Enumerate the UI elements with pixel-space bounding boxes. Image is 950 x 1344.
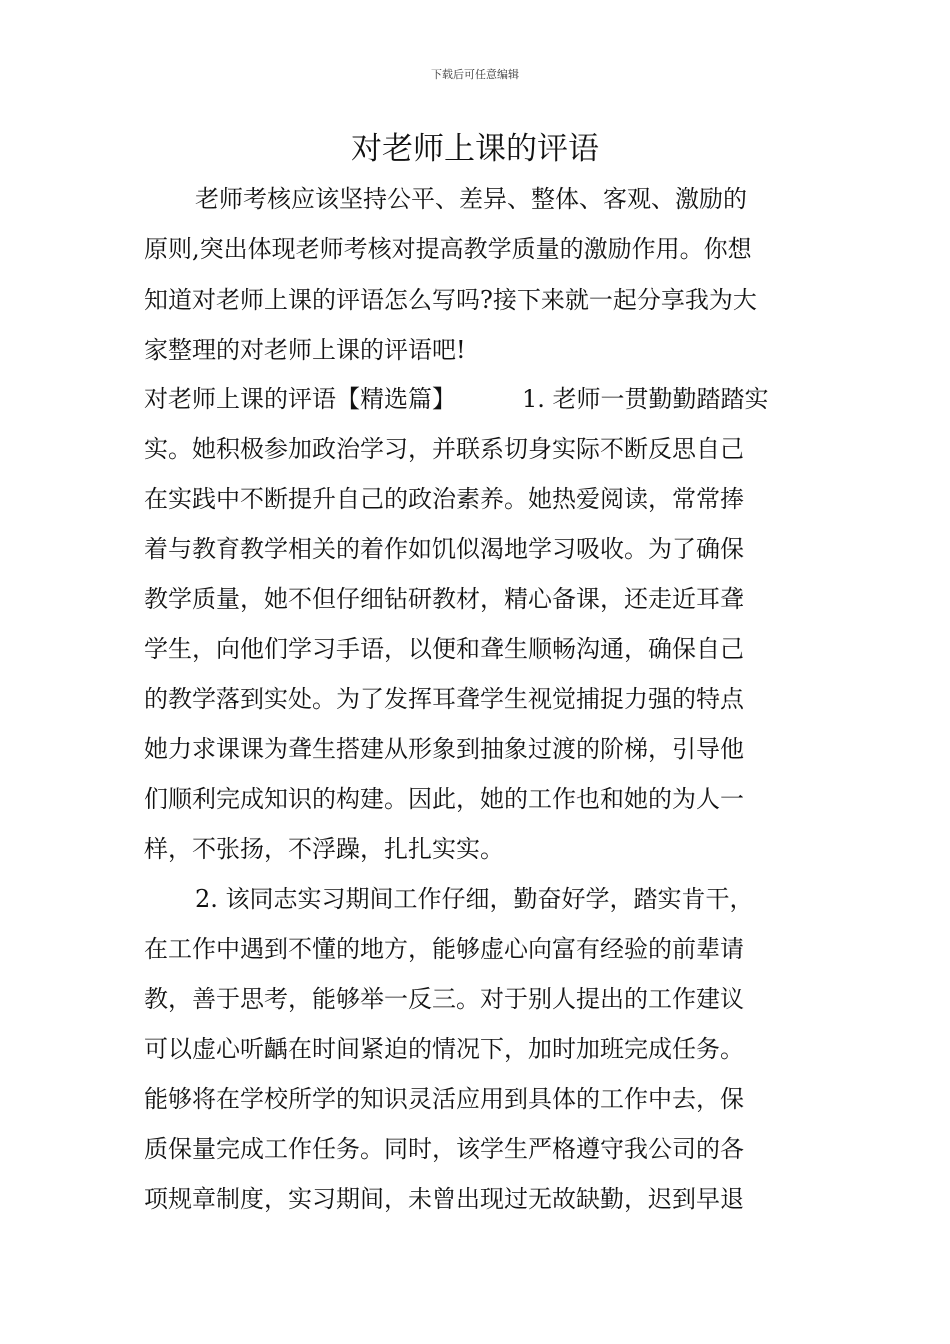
paragraph-line: 教学质量，她不但仔细钻研教材，精心备课，还走近耳聋	[144, 585, 744, 613]
paragraph-line: 在实践中不断提升自己的政治素养。她热爱阅读，常常捧	[144, 485, 744, 513]
paragraph-line: 学生，向他们学习手语，以便和聋生顺畅沟通，确保自己	[144, 635, 744, 663]
paragraph-line: 的教学落到实处。为了发挥耳聋学生视觉捕捉力强的特点	[144, 685, 744, 713]
paragraph-line: 家整理的对老师上课的评语吧!	[144, 336, 466, 364]
page-header-note: 下载后可任意编辑	[431, 68, 519, 81]
paragraph-line: 可以虚心听齲在时间紧迫的情况下，加时加班完成任务。	[144, 1035, 744, 1063]
paragraph-line: 教，善于思考，能够举一反三。对于别人提出的工作建议	[144, 985, 744, 1013]
paragraph-line: 她力求课课为聋生搭建从形象到抽象过渡的阶梯，引导他	[144, 735, 744, 763]
paragraph-line: 知道对老师上课的评语怎么写吗?接下来就一起分享我为大	[144, 286, 757, 314]
paragraph-line: 项规章制度，实习期间，未曾出现过无故缺勤，迟到早退	[144, 1185, 744, 1213]
paragraph-line: 能够将在学校所学的知识灵活应用到具体的工作中去，保	[144, 1085, 744, 1113]
paragraph-line: 着与教育教学相关的着作如饥似渴地学习吸收。为了确保	[144, 535, 744, 563]
paragraph-text: 1. 老师一贯勤勤踏踏实	[522, 385, 769, 413]
paragraph-line: 原则,突出体现老师考核对提高教学质量的激励作用。你想	[144, 235, 752, 263]
document-title: 对老师上课的评语	[351, 131, 599, 167]
paragraph-line	[144, 382, 769, 416]
paragraph-line: 质保量完成工作任务。同时，该学生严格遵守我公司的各	[144, 1135, 744, 1163]
paragraph-line: 2. 该同志实习期间工作仔细，勤奋好学，踏实肯干，	[195, 885, 754, 913]
paragraph-line: 实。她积极参加政治学习，并联系切身实际不断反思自己	[144, 435, 744, 463]
paragraph-line: 样，不张扬，不浮躁，扎扎实实。	[144, 835, 504, 863]
paragraph-line: 们顺利完成知识的构建。因此，她的工作也和她的为人一	[144, 785, 744, 813]
paragraph-line: 在工作中遇到不懂的地方，能够虚心向富有经验的前辈请	[144, 935, 744, 963]
section-heading: 对老师上课的评语【精选篇】	[144, 385, 456, 413]
paragraph-line: 老师考核应该坚持公平、差异、整体、客观、激励的	[195, 185, 747, 213]
